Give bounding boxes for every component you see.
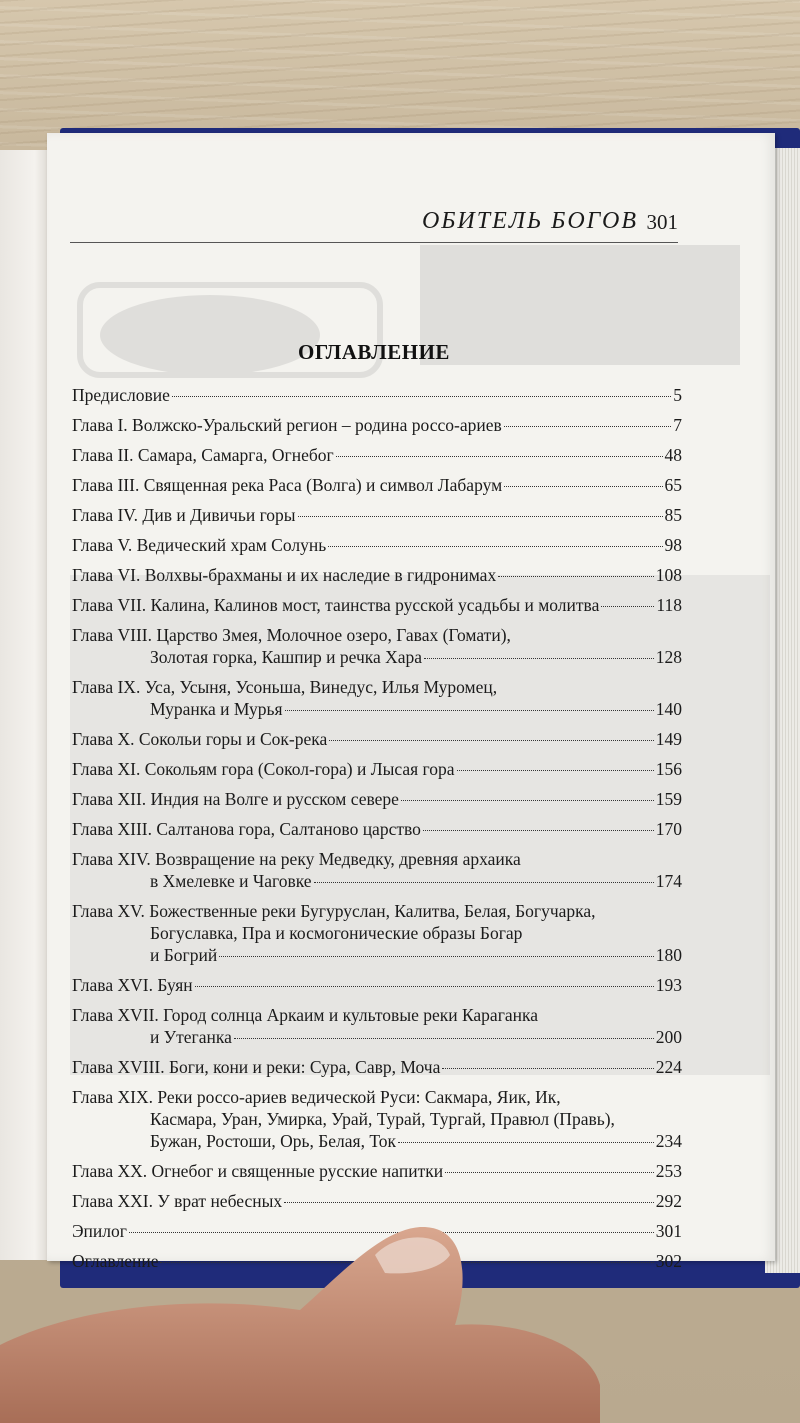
toc-entry-title: Глава I. Волжско-Уральский регион – родина россо-ариев (72, 415, 502, 435)
toc-entry-title: в Хмелевке и Чаговке (150, 871, 312, 891)
toc-entry (72, 414, 682, 436)
toc-entry-title: Оглавление (72, 1251, 159, 1271)
toc-entry-page: 200 (655, 1027, 682, 1047)
toc-entry-page: 98 (664, 535, 682, 555)
toc-entry-page: 140 (655, 699, 682, 719)
toc-leader-dots (314, 882, 654, 883)
toc-entry-title: Глава XIII. Салтанова гора, Салтаново царство (72, 819, 421, 839)
toc-entry-title: Глава VII. Калина, Калинов мост, таинства русской усадьбы и молитва (72, 595, 600, 615)
toc-entry-page: 5 (673, 385, 682, 405)
toc-entry-title: Глава XII. Индия на Волге и русском севере (72, 789, 399, 809)
toc-leader-dots (234, 1038, 654, 1039)
toc-entry-page: 85 (664, 505, 682, 525)
toc-entry (72, 788, 682, 810)
toc-entry-page: 193 (655, 975, 682, 995)
toc-entry (72, 1004, 682, 1048)
toc-entry-title: Глава II. Самара, Самарга, Огнебог (72, 445, 334, 465)
toc-leader-dots (284, 1202, 654, 1203)
toc-entry-title: Глава XI. Сокольям гора (Сокол-гора) и Лысая гора (72, 759, 455, 779)
toc-entry-page: 108 (655, 565, 682, 585)
toc-entry (72, 594, 682, 616)
toc-leader-dots (298, 516, 663, 517)
toc-entry-page: 180 (655, 945, 682, 965)
toc-entry-title: Муранка и Мурья (150, 699, 283, 719)
toc-entry-title: Глава X. Сокольи горы и Сок-река (72, 729, 328, 749)
toc-entry (72, 474, 682, 496)
toc-leader-dots (285, 710, 654, 711)
header-book-title: ОБИТЕЛЬ БОГОВ (421, 208, 638, 234)
toc-leader-dots (504, 426, 672, 427)
toc-entry (72, 1056, 682, 1078)
toc-entry-page: 170 (655, 819, 682, 839)
toc-entry-title: Глава III. Священная река Раса (Волга) и символ Лабарум (72, 475, 503, 495)
toc-leader-dots (401, 800, 654, 801)
toc-entry-title: Предисловие (72, 385, 170, 405)
toc-entry (72, 974, 682, 996)
toc-entry-title: Глава VI. Волхвы-брахманы и их наследие в гидронимах (72, 565, 497, 585)
toc-entry (72, 758, 682, 780)
toc-entry (72, 444, 682, 466)
toc-entry (72, 676, 682, 720)
toc-entry-page: 302 (655, 1251, 682, 1271)
toc-entry-page: 159 (655, 789, 682, 809)
toc-entry (72, 1160, 682, 1182)
toc-entry-page: 174 (655, 871, 682, 891)
toc-entry (72, 848, 682, 892)
toc-entry (72, 534, 682, 556)
toc-entry (72, 900, 682, 966)
toc-entry (72, 728, 682, 750)
toc-entry-page: 7 (673, 415, 682, 435)
toc-entry (72, 384, 682, 406)
toc-entry-title: и Утеганка (150, 1027, 232, 1047)
toc-leader-dots (504, 486, 662, 487)
toc-entry (72, 564, 682, 586)
toc-entry-page: 292 (655, 1191, 682, 1211)
toc-leader-dots (423, 830, 654, 831)
toc-entry (72, 818, 682, 840)
toc-entry-page: 65 (664, 475, 682, 495)
toc-entry-title: Бужан, Ростоши, Орь, Белая, Ток (150, 1131, 396, 1151)
toc-entry-page: 48 (664, 445, 682, 465)
header-page-number: 301 (646, 210, 678, 234)
toc-entry-page: 118 (656, 595, 682, 615)
toc-leader-dots (219, 956, 654, 957)
toc-entry-page: 156 (655, 759, 682, 779)
toc-entry-page: 234 (655, 1131, 682, 1151)
toc-leader-dots (601, 606, 654, 607)
toc-leader-dots (336, 456, 663, 457)
toc-entry-title: Глава XXI. У врат небесных (72, 1191, 283, 1211)
toc-leader-dots (457, 770, 654, 771)
thumb (0, 1215, 600, 1423)
toc-entry-page: 128 (655, 647, 682, 667)
toc-entry-title: Глава XIV. Возвращение на реку Медведку, древняя архаика (72, 849, 521, 869)
toc-entry (72, 624, 682, 668)
toc-leader-dots (398, 1142, 654, 1143)
toc-entry-title: Глава XV. Божественные реки Бугуруслан, Калитва, Белая, Богучарка, (72, 901, 596, 921)
toc-entry-title: Эпилог (72, 1221, 127, 1241)
table-of-contents (72, 384, 682, 1280)
toc-entry (72, 1190, 682, 1212)
toc-entry-page: 149 (655, 729, 682, 749)
toc-leader-dots (498, 576, 654, 577)
left-page-edge (0, 150, 50, 1260)
toc-entry-page: 301 (655, 1221, 682, 1241)
toc-leader-dots (424, 658, 654, 659)
toc-leader-dots (172, 396, 671, 397)
toc-entry (72, 504, 682, 526)
toc-entry-title: Золотая горка, Кашпир и речка Хара (150, 647, 423, 667)
running-header (70, 206, 678, 243)
toc-leader-dots (329, 740, 653, 741)
toc-entry (72, 1086, 682, 1152)
toc-entry-page: 253 (655, 1161, 682, 1181)
toc-entry-title: Глава XVIII. Боги, кони и реки: Сура, Савр, Моча (72, 1057, 441, 1077)
toc-entry-title: и Богрий (150, 945, 218, 965)
toc-entry-page: 224 (655, 1057, 682, 1077)
toc-leader-dots (328, 546, 662, 547)
toc-entry-title: Глава XVII. Город солнца Аркаим и культовые реки Караганка (72, 1005, 539, 1025)
toc-entry-title: Глава XIX. Реки россо-ариев ведической Руси: Сакмара, Яик, Ик, (72, 1087, 561, 1107)
toc-entry-title: Глава XVI. Буян (72, 975, 193, 995)
toc-leader-dots (442, 1068, 653, 1069)
toc-entry-title: Глава XX. Огнебог и священные русские напитки (72, 1161, 444, 1181)
toc-entry-title: Глава IV. Див и Дивичьи горы (72, 505, 296, 525)
toc-entry-title: Глава VIII. Царство Змея, Молочное озеро, Гавах (Гомати), (72, 625, 511, 645)
toc-entry-title: Глава IX. Уса, Усыня, Усоньша, Винедус, Илья Муромец, (72, 677, 498, 697)
toc-entry-title: Касмара, Уран, Умирка, Урай, Турай, Тургай, Правюл (Правь), (150, 1109, 615, 1129)
toc-entry-title: Богуславка, Пра и космогонические образы Богар (150, 923, 523, 943)
toc-leader-dots (445, 1172, 654, 1173)
toc-heading: ОГЛАВЛЕНИЕ (298, 340, 450, 364)
toc-leader-dots (195, 986, 654, 987)
toc-entry-title: Глава V. Ведический храм Солунь (72, 535, 327, 555)
